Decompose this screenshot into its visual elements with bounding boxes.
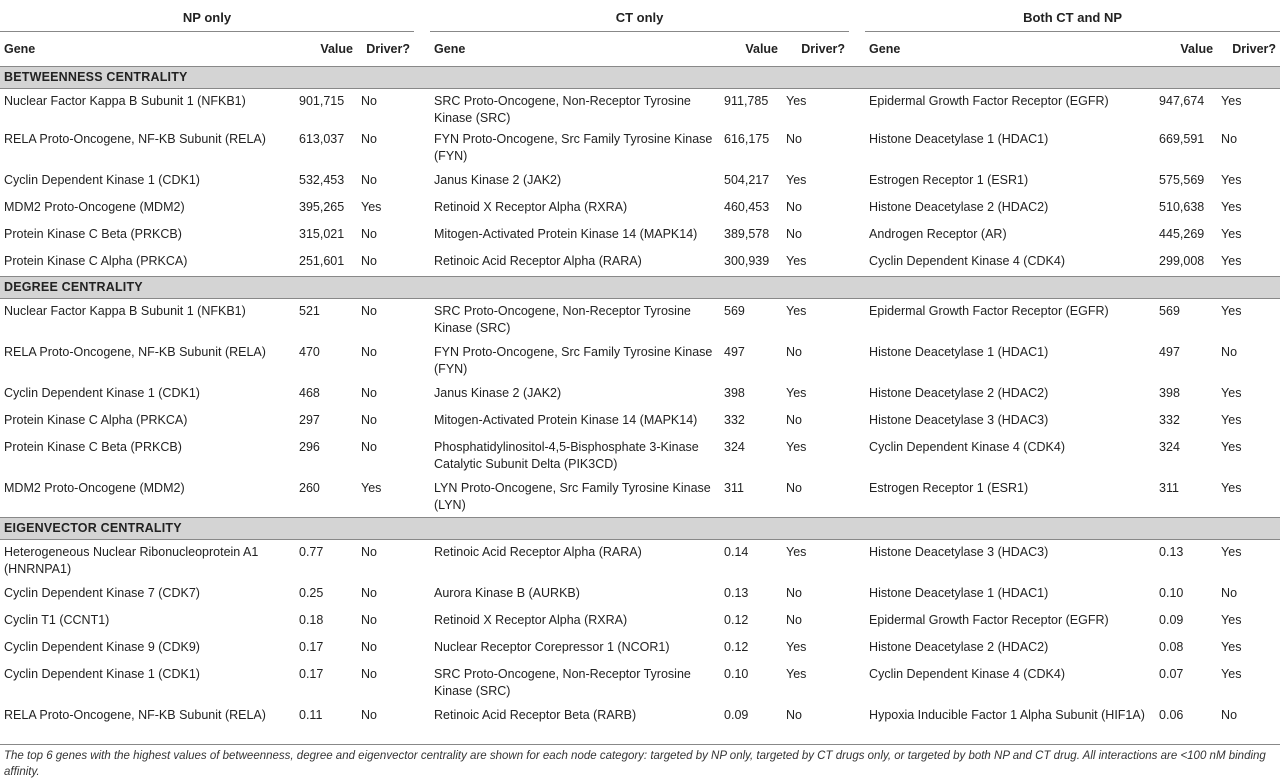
np-value-cell: 315,021	[299, 227, 345, 241]
np-driver-cell: No	[361, 254, 377, 268]
both-value-cell: 332	[1159, 413, 1180, 427]
col-driver-both: Driver?	[1217, 32, 1280, 67]
np-driver-cell: No	[361, 173, 377, 187]
ct-value-cell: 497	[724, 345, 745, 359]
ct-driver-cell: Yes	[786, 254, 807, 268]
table-row	[0, 249, 1280, 277]
both-gene-cell: Histone Deacetylase 2 (HDAC2)	[869, 386, 1049, 400]
np-driver-cell: No	[361, 640, 377, 654]
np-gene-cell: Cyclin T1 (CCNT1)	[4, 613, 110, 627]
both-value-cell: 299,008	[1159, 254, 1205, 268]
col-driver-ct: Driver?	[782, 32, 849, 67]
ct-value-cell: 389,578	[724, 227, 770, 241]
group-ct-only: CT only	[430, 4, 849, 32]
np-driver-cell: No	[357, 703, 414, 745]
np-gene-cell: Cyclin Dependent Kinase 1 (CDK1)	[4, 667, 200, 681]
np-value-cell: 901,715	[299, 94, 345, 108]
ct-value-cell: 0.13	[724, 586, 749, 600]
ct-value-cell: 0.12	[724, 613, 749, 627]
table-row	[0, 340, 1280, 381]
both-gene-cell: Histone Deacetylase 1 (HDAC1)	[869, 586, 1049, 600]
ct-driver-cell: Yes	[786, 386, 807, 400]
both-value-cell: 575,569	[1159, 173, 1205, 187]
table-row	[0, 540, 1280, 582]
np-value-cell: 470	[299, 345, 320, 359]
ct-gene-cell: Retinoid X Receptor Alpha (RXRA)	[434, 200, 628, 214]
ct-driver-cell: No	[786, 481, 802, 495]
ct-value-cell: 398	[724, 386, 745, 400]
np-gene-cell: MDM2 Proto-Oncogene (MDM2)	[4, 200, 185, 214]
np-value-cell: 0.17	[299, 667, 324, 681]
both-value-cell: 0.13	[1159, 545, 1184, 559]
np-gene-cell: Protein Kinase C Alpha (PRKCA)	[4, 254, 188, 268]
np-gene-cell: Cyclin Dependent Kinase 7 (CDK7)	[4, 586, 200, 600]
ct-driver-cell: Yes	[786, 304, 807, 318]
ct-gene-cell: Mitogen-Activated Protein Kinase 14 (MAPK14)	[434, 227, 698, 241]
both-driver-cell: No	[1221, 586, 1238, 600]
np-driver-cell: No	[361, 132, 377, 146]
np-value-cell: 613,037	[299, 132, 345, 146]
both-value-cell: 311	[1159, 481, 1179, 495]
both-driver-cell: Yes	[1221, 613, 1242, 627]
np-gene-cell: Nuclear Factor Kappa B Subunit 1 (NFKB1)	[4, 304, 246, 318]
col-value-ct: Value	[720, 32, 782, 67]
both-value-cell: 398	[1159, 386, 1180, 400]
np-value-cell: 0.77	[299, 545, 324, 559]
table-row	[0, 127, 1280, 168]
col-value-both: Value	[1155, 32, 1217, 67]
table-row	[0, 608, 1280, 635]
np-gene-cell: Protein Kinase C Alpha (PRKCA)	[4, 413, 188, 427]
both-driver-cell: Yes	[1221, 667, 1242, 681]
np-driver-cell: Yes	[361, 481, 382, 495]
ct-value-cell: 504,217	[724, 173, 770, 187]
group-header-row	[0, 4, 1280, 32]
np-gene-cell: MDM2 Proto-Oncogene (MDM2)	[4, 481, 185, 495]
ct-value-cell: 332	[724, 413, 745, 427]
ct-value-cell: 616,175	[724, 132, 770, 146]
ct-gene-cell: Nuclear Receptor Corepressor 1 (NCOR1)	[434, 640, 670, 654]
np-gene-cell: Cyclin Dependent Kinase 9 (CDK9)	[4, 640, 200, 654]
np-value-cell: 521	[299, 304, 320, 318]
table-row	[0, 381, 1280, 408]
ct-value-cell: 324	[724, 440, 745, 454]
ct-gene-cell: Retinoic Acid Receptor Alpha (RARA)	[434, 545, 642, 559]
np-driver-cell: No	[361, 586, 377, 600]
group-np-only: NP only	[0, 4, 414, 32]
col-gene-both: Gene	[865, 32, 1155, 67]
np-value-cell: 297	[299, 413, 320, 427]
section-title: EIGENVECTOR CENTRALITY	[0, 518, 1280, 540]
ct-driver-cell: No	[786, 613, 802, 627]
ct-value-cell: 0.12	[724, 640, 749, 654]
np-gene-cell: RELA Proto-Oncogene, NF-KB Subunit (RELA)	[4, 132, 266, 146]
ct-gene-cell: FYN Proto-Oncogene, Src Family Tyrosine Kinase (FYN)	[434, 132, 713, 163]
both-gene-cell: Epidermal Growth Factor Receptor (EGFR)	[869, 94, 1109, 108]
ct-driver-cell: No	[786, 200, 802, 214]
ct-driver-cell: No	[786, 227, 802, 241]
both-gene-cell: Estrogen Receptor 1 (ESR1)	[869, 173, 1029, 187]
table-row	[0, 703, 1280, 745]
both-driver-cell: Yes	[1221, 254, 1242, 268]
both-driver-cell: Yes	[1221, 304, 1242, 318]
both-driver-cell: Yes	[1221, 413, 1242, 427]
table-row	[0, 635, 1280, 662]
column-header-row	[0, 32, 1280, 67]
ct-driver-cell: No	[782, 703, 849, 745]
both-value-cell: 0.08	[1159, 640, 1184, 654]
both-gene-cell: Estrogen Receptor 1 (ESR1)	[869, 481, 1029, 495]
col-value-np: Value	[295, 32, 357, 67]
col-driver-np: Driver?	[357, 32, 414, 67]
table-row	[0, 435, 1280, 476]
both-driver-cell: No	[1221, 345, 1238, 359]
both-value-cell: 0.07	[1159, 667, 1184, 681]
both-driver-cell: Yes	[1221, 386, 1242, 400]
np-driver-cell: No	[361, 440, 377, 454]
np-driver-cell: No	[361, 545, 377, 559]
ct-gene-cell: SRC Proto-Oncogene, Non-Receptor Tyrosine Kinase (SRC)	[434, 304, 691, 335]
both-gene-cell: Histone Deacetylase 3 (HDAC3)	[869, 413, 1049, 427]
table-row	[0, 195, 1280, 222]
ct-gene-cell: Janus Kinase 2 (JAK2)	[434, 173, 562, 187]
both-gene-cell: Cyclin Dependent Kinase 4 (CDK4)	[869, 440, 1065, 454]
ct-value-cell: 911,785	[724, 94, 769, 108]
both-driver-cell: Yes	[1221, 227, 1242, 241]
table-row	[0, 299, 1280, 341]
np-gene-cell: Protein Kinase C Beta (PRKCB)	[4, 227, 182, 241]
both-gene-cell: Hypoxia Inducible Factor 1 Alpha Subunit (HIF1A)	[865, 703, 1155, 745]
ct-gene-cell: FYN Proto-Oncogene, Src Family Tyrosine Kinase (FYN)	[434, 345, 713, 376]
group-both: Both CT and NP	[865, 4, 1280, 32]
np-driver-cell: No	[361, 413, 377, 427]
ct-gene-cell: Retinoic Acid Receptor Alpha (RARA)	[434, 254, 642, 268]
both-gene-cell: Androgen Receptor (AR)	[869, 227, 1007, 241]
ct-value-cell: 311	[724, 481, 744, 495]
np-gene-cell: Cyclin Dependent Kinase 1 (CDK1)	[4, 386, 200, 400]
np-driver-cell: No	[361, 345, 377, 359]
ct-gene-cell: SRC Proto-Oncogene, Non-Receptor Tyrosine Kinase (SRC)	[434, 667, 691, 698]
ct-gene-cell: Janus Kinase 2 (JAK2)	[434, 386, 562, 400]
both-value-cell: 0.09	[1159, 613, 1184, 627]
both-value-cell: 510,638	[1159, 200, 1205, 214]
both-value-cell: 569	[1159, 304, 1180, 318]
section-header-row	[0, 518, 1280, 540]
ct-driver-cell: No	[786, 413, 802, 427]
both-value-cell: 324	[1159, 440, 1180, 454]
col-gene-ct: Gene	[430, 32, 720, 67]
ct-gene-cell: Aurora Kinase B (AURKB)	[434, 586, 580, 600]
table-row	[0, 222, 1280, 249]
ct-value-cell: 0.10	[724, 667, 749, 681]
ct-value-cell: 300,939	[724, 254, 770, 268]
ct-value-cell: 0.14	[724, 545, 749, 559]
both-gene-cell: Histone Deacetylase 1 (HDAC1)	[869, 132, 1049, 146]
ct-gene-cell: Retinoic Acid Receptor Beta (RARB)	[430, 703, 720, 745]
both-driver-cell: Yes	[1221, 545, 1242, 559]
both-gene-cell: Cyclin Dependent Kinase 4 (CDK4)	[869, 667, 1065, 681]
both-gene-cell: Histone Deacetylase 2 (HDAC2)	[869, 640, 1049, 654]
np-driver-cell: No	[361, 227, 377, 241]
both-driver-cell: Yes	[1221, 94, 1242, 108]
np-value-cell: 251,601	[299, 254, 345, 268]
ct-gene-cell: Phosphatidylinositol-4,5-Bisphosphate 3-Kinase Catalytic Subunit Delta (PIK3CD)	[434, 440, 699, 471]
section-header-row	[0, 67, 1280, 89]
np-driver-cell: No	[361, 667, 377, 681]
np-value-cell: 0.11	[295, 703, 357, 745]
table-row	[0, 581, 1280, 608]
both-driver-cell: Yes	[1221, 440, 1242, 454]
np-driver-cell: No	[361, 386, 377, 400]
np-value-cell: 0.17	[299, 640, 324, 654]
ct-gene-cell: LYN Proto-Oncogene, Src Family Tyrosine Kinase (LYN)	[434, 481, 711, 512]
np-gene-cell: Nuclear Factor Kappa B Subunit 1 (NFKB1)	[4, 94, 246, 108]
ct-value-cell: 569	[724, 304, 745, 318]
table-row	[0, 408, 1280, 435]
table-body	[0, 67, 1280, 745]
np-value-cell: 0.18	[299, 613, 324, 627]
np-driver-cell: No	[361, 304, 377, 318]
both-value-cell: 0.06	[1155, 703, 1217, 745]
np-value-cell: 260	[299, 481, 320, 495]
both-gene-cell: Histone Deacetylase 1 (HDAC1)	[869, 345, 1049, 359]
ct-driver-cell: Yes	[786, 545, 807, 559]
ct-gene-cell: SRC Proto-Oncogene, Non-Receptor Tyrosine Kinase (SRC)	[434, 94, 691, 125]
both-gene-cell: Epidermal Growth Factor Receptor (EGFR)	[869, 304, 1109, 318]
both-driver-cell: Yes	[1221, 481, 1242, 495]
np-value-cell: 532,453	[299, 173, 345, 187]
np-driver-cell: No	[361, 613, 377, 627]
ct-gene-cell: Mitogen-Activated Protein Kinase 14 (MAPK14)	[434, 413, 698, 427]
both-driver-cell: No	[1221, 132, 1238, 146]
np-gene-cell: Cyclin Dependent Kinase 1 (CDK1)	[4, 173, 200, 187]
ct-driver-cell: No	[786, 586, 802, 600]
ct-driver-cell: Yes	[786, 440, 807, 454]
both-driver-cell: Yes	[1221, 640, 1242, 654]
section-title: BETWEENNESS CENTRALITY	[0, 67, 1280, 89]
both-gene-cell: Histone Deacetylase 3 (HDAC3)	[869, 545, 1049, 559]
np-value-cell: 395,265	[299, 200, 345, 214]
table-caption: The top 6 genes with the highest values of betweenness, degree and eigenvector centrality are shown for each node category: targeted by NP only, targeted by CT drugs only, or targeted by both NP and CT drug. All interactions are <100 nM binding affinity.	[4, 750, 1266, 778]
section-title: DEGREE CENTRALITY	[0, 277, 1280, 299]
table-row	[0, 89, 1280, 128]
ct-value-cell: 460,453	[724, 200, 770, 214]
np-value-cell: 468	[299, 386, 320, 400]
np-gene-cell: Protein Kinase C Beta (PRKCB)	[4, 440, 182, 454]
ct-driver-cell: No	[786, 132, 802, 146]
section-header-row	[0, 277, 1280, 299]
both-value-cell: 947,674	[1159, 94, 1205, 108]
np-value-cell: 0.25	[299, 586, 324, 600]
both-value-cell: 669,591	[1159, 132, 1205, 146]
ct-driver-cell: Yes	[786, 667, 807, 681]
ct-value-cell: 0.09	[720, 703, 782, 745]
np-driver-cell: No	[361, 94, 377, 108]
ct-driver-cell: Yes	[786, 94, 807, 108]
table-row	[0, 476, 1280, 518]
centrality-table	[0, 4, 1280, 745]
both-value-cell: 445,269	[1159, 227, 1205, 241]
both-value-cell: 0.10	[1159, 586, 1184, 600]
np-value-cell: 296	[299, 440, 320, 454]
both-gene-cell: Cyclin Dependent Kinase 4 (CDK4)	[869, 254, 1065, 268]
both-driver-cell: Yes	[1221, 173, 1242, 187]
both-gene-cell: Histone Deacetylase 2 (HDAC2)	[869, 200, 1049, 214]
np-driver-cell: Yes	[361, 200, 382, 214]
ct-driver-cell: Yes	[786, 640, 807, 654]
both-gene-cell: Epidermal Growth Factor Receptor (EGFR)	[869, 613, 1109, 627]
col-gene-np: Gene	[0, 32, 295, 67]
ct-driver-cell: Yes	[786, 173, 807, 187]
both-value-cell: 497	[1159, 345, 1180, 359]
table-row	[0, 168, 1280, 195]
np-gene-cell: RELA Proto-Oncogene, NF-KB Subunit (RELA)	[0, 703, 295, 745]
np-gene-cell: Heterogeneous Nuclear Ribonucleoprotein A1 (HNRNPA1)	[4, 545, 259, 576]
ct-driver-cell: No	[786, 345, 802, 359]
both-driver-cell: Yes	[1221, 200, 1242, 214]
table-row	[0, 662, 1280, 703]
np-gene-cell: RELA Proto-Oncogene, NF-KB Subunit (RELA)	[4, 345, 266, 359]
ct-gene-cell: Retinoid X Receptor Alpha (RXRA)	[434, 613, 628, 627]
both-driver-cell: No	[1217, 703, 1280, 745]
